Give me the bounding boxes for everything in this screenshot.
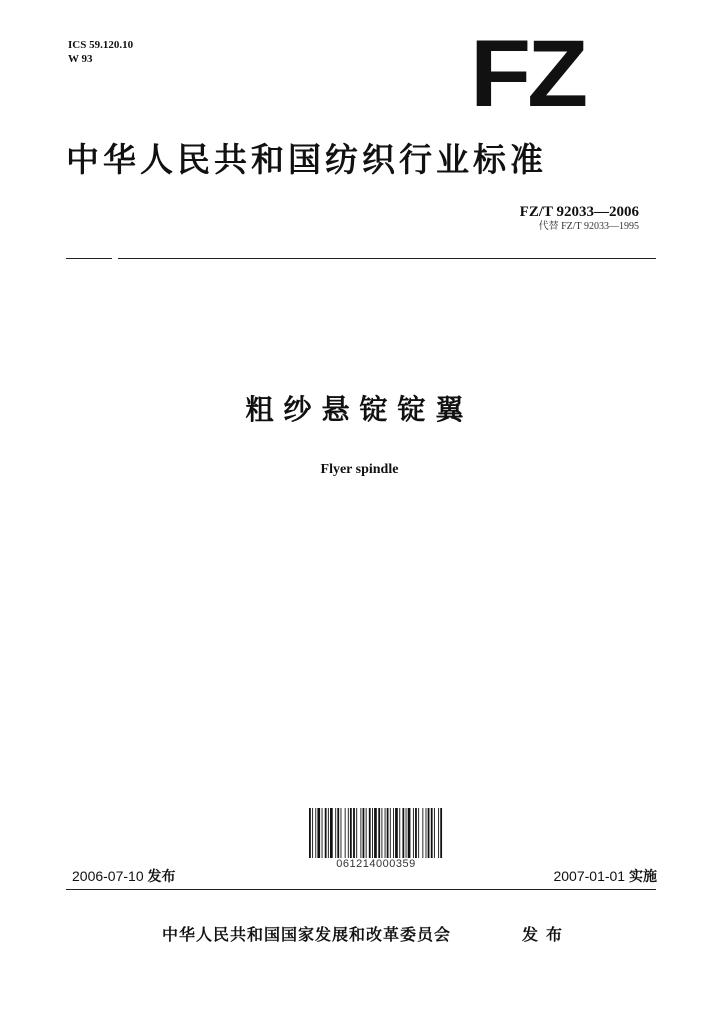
- barcode-bar: [387, 808, 389, 858]
- barcode-bar: [363, 808, 365, 858]
- barcode-bar: [415, 808, 417, 858]
- fz-logo: FZ: [470, 20, 585, 127]
- barcode-bar: [372, 808, 373, 858]
- ics-code: ICS 59.120.10: [68, 39, 134, 51]
- barcode-bar: [418, 808, 419, 858]
- implement-label: 实施: [629, 869, 657, 885]
- barcode-bar: [428, 808, 430, 858]
- issue-date-line: [72, 867, 176, 886]
- barcode-bar: [328, 808, 329, 858]
- barcode-bar: [426, 808, 427, 858]
- barcode-bar: [366, 808, 367, 858]
- issue-date: 2006-07-10: [72, 868, 144, 884]
- document-title-en: Flyer spindle: [320, 462, 399, 477]
- barcode-bar: [378, 808, 380, 858]
- barcode-bar: [337, 808, 339, 858]
- document-title-cn: 粗纱悬锭锭翼: [245, 393, 474, 426]
- barcode-bar: [402, 808, 404, 858]
- barcode-bar: [406, 808, 407, 858]
- barcode-bar: [431, 808, 433, 858]
- barcode-bar: [390, 808, 391, 858]
- category-code: W 93: [68, 53, 93, 65]
- barcode-bar: [399, 808, 400, 858]
- barcode-bar: [381, 808, 382, 858]
- replaces-note: 代替 FZ/T 92033—1995: [538, 221, 639, 232]
- barcode-bar: [385, 808, 386, 858]
- barcode-bar: [356, 808, 357, 858]
- barcode-bar: [335, 808, 336, 858]
- barcode-bar: [360, 808, 361, 858]
- top-divider: [66, 258, 656, 259]
- barcode-bar: [408, 808, 411, 858]
- barcode-bar: [312, 808, 313, 858]
- barcode-bar: [434, 808, 435, 858]
- standard-number: FZ/T 92033—2006: [519, 204, 639, 220]
- barcode-bar: [413, 808, 414, 858]
- issuing-authority: 中华人民共和国国家发展和改革委员会: [162, 925, 452, 944]
- barcode-bar: [422, 808, 423, 858]
- barcode-bar: [330, 808, 333, 858]
- bottom-divider: [66, 889, 656, 890]
- barcode-bar: [315, 808, 316, 858]
- barcode-bar: [322, 808, 323, 858]
- barcode-bar: [350, 808, 352, 858]
- barcode-bar: [309, 808, 311, 858]
- barcode-bar: [440, 808, 442, 858]
- barcode-number: 061214000359: [336, 858, 416, 870]
- ics-block: [68, 38, 133, 66]
- barcode-bar: [374, 808, 377, 858]
- barcode-bar: [395, 808, 398, 858]
- top-divider-gap: [112, 256, 118, 261]
- implement-date-line: [553, 867, 657, 886]
- barcode-bar: [325, 808, 327, 858]
- issue-label: 发布: [147, 869, 176, 885]
- barcode-bar: [348, 808, 349, 858]
- barcode-bar: [317, 808, 320, 858]
- barcode-bar: [393, 808, 394, 858]
- barcode-bar: [353, 808, 355, 858]
- implement-date: 2007-01-01: [553, 868, 626, 884]
- barcode: [309, 808, 443, 858]
- barcode-bar: [369, 808, 371, 858]
- barcode-bar: [345, 808, 346, 858]
- barcode-bar: [341, 808, 342, 858]
- publish-label: 发布: [522, 925, 571, 944]
- barcode-bar: [438, 808, 439, 858]
- standard-title: 中华人民共和国纺织行业标准: [66, 140, 547, 179]
